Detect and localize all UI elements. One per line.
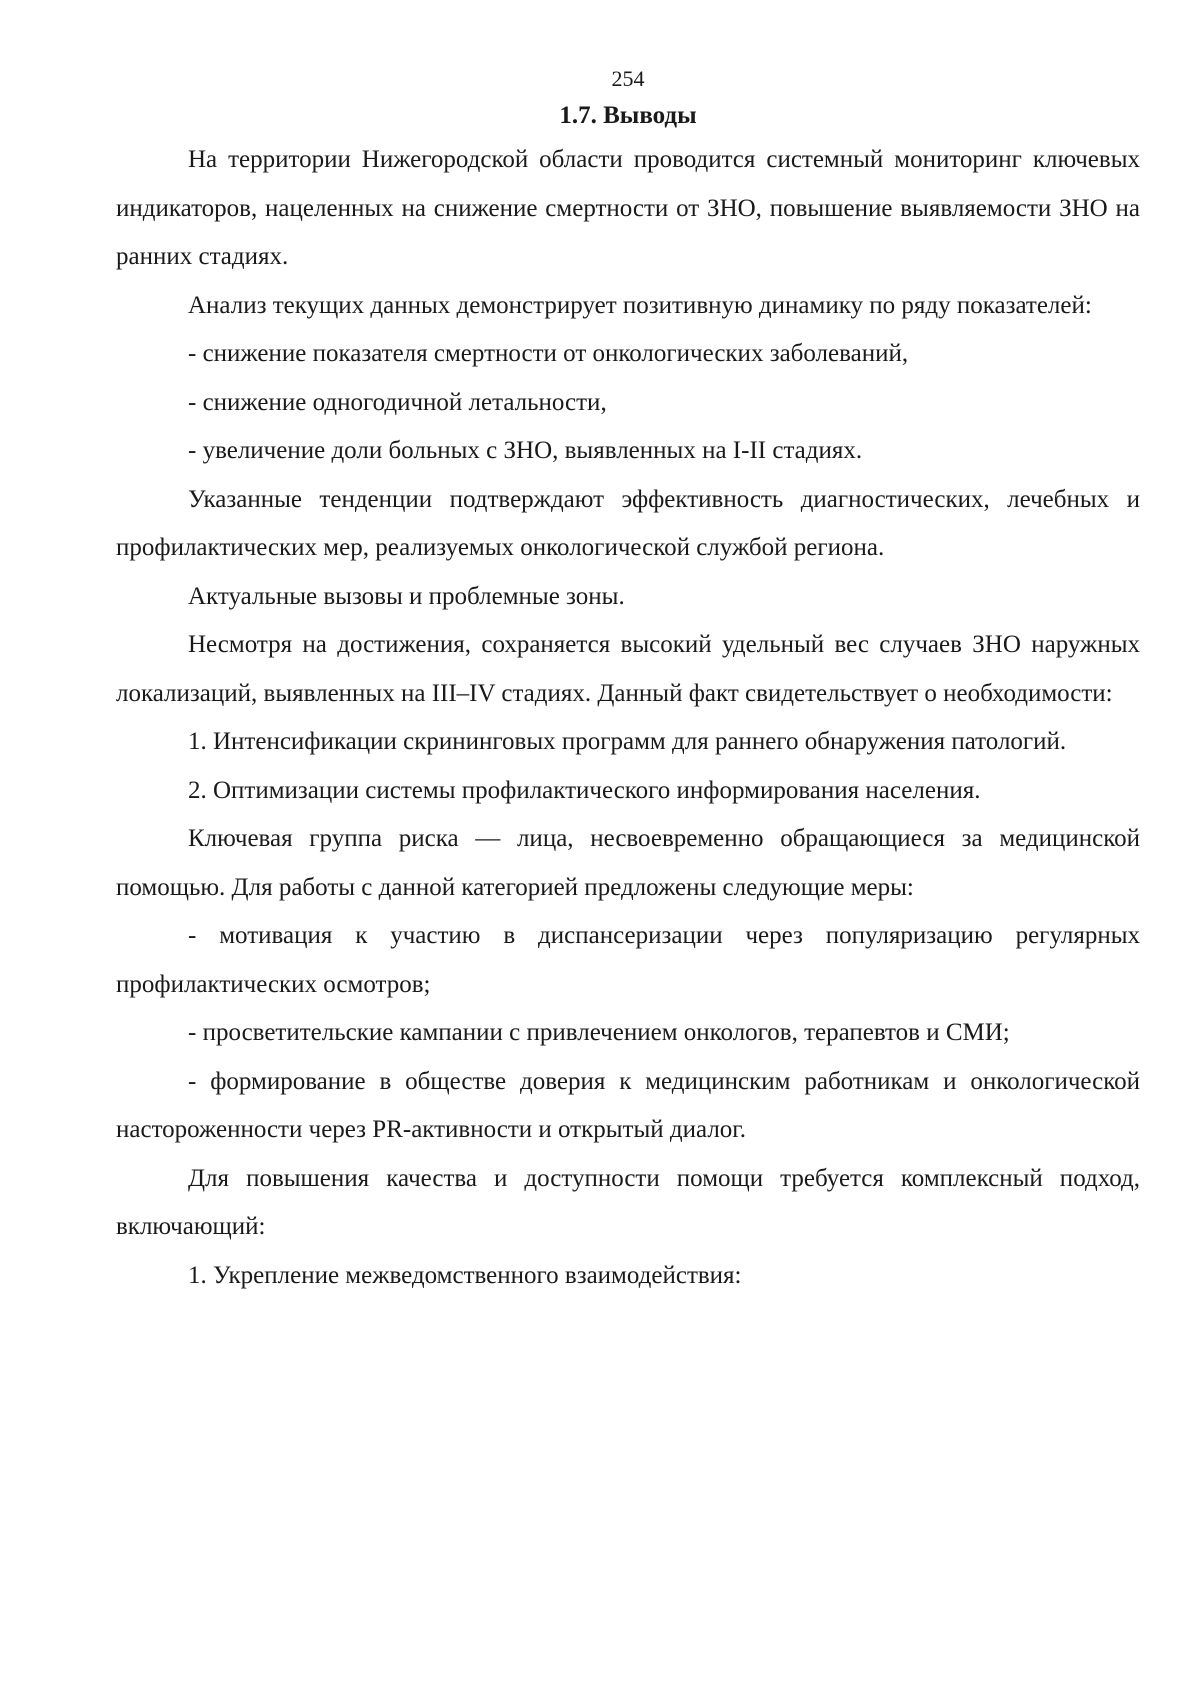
paragraph: Несмотря на достижения, сохраняется высокий удельный вес случаев ЗНО наружных локализаций, выявленных на III–IV стадиях. Данный факт свидетельствует о необходимости: bbox=[116, 631, 1140, 707]
list-item: - снижение показателя смертности от онкологических заболеваний, bbox=[188, 340, 909, 367]
list-item: - просветительские кампании с привлечением онкологов, терапевтов и СМИ; bbox=[188, 1019, 1010, 1046]
document-page bbox=[116, 64, 1140, 1300]
page-number: 254 bbox=[611, 66, 645, 91]
list-item: - снижение одногодичной летальности, bbox=[188, 388, 607, 416]
list-item: - увеличение доли больных с ЗНО, выявленных на I-II стадиях. bbox=[188, 437, 863, 464]
paragraph: На территории Нижегородской области проводится системный мониторинг ключевых индикаторов, нацеленных на снижение смертности от ЗНО, повышение выявляемости ЗНО на ранних стадиях. bbox=[116, 146, 1140, 270]
list-item: - формирование в обществе доверия к медицинским работникам и онкологической настороженности через PR-активности и открытый диалог. bbox=[116, 1067, 1140, 1143]
list-item: - мотивация к участию в диспансеризации через популяризацию регулярных профилактических осмотров; bbox=[116, 922, 1140, 998]
list-item: 1. Интенсификации скрининговых программ для раннего обнаружения патологий. bbox=[188, 728, 1067, 755]
list-item: 1. Укрепление межведомственного взаимодействия: bbox=[188, 1261, 742, 1289]
paragraph: Указанные тенденции подтверждают эффективность диагностических, лечебных и профилактических мер, реализуемых онкологической службой региона. bbox=[116, 485, 1140, 561]
section-title: 1.7. Выводы bbox=[559, 102, 697, 129]
paragraph: Анализ текущих данных демонстрирует позитивную динамику по ряду показателей: bbox=[188, 291, 1092, 319]
paragraph: Актуальные вызовы и проблемные зоны. bbox=[188, 582, 625, 610]
list-item: 2. Оптимизации системы профилактического информирования населения. bbox=[188, 776, 981, 804]
paragraph: Ключевая группа риска — лица, несвоевременно обращающиеся за медицинской помощью. Для работы с данной категорией предложены следующие меры: bbox=[116, 825, 1140, 901]
paragraph: Для повышения качества и доступности помощи требуется комплексный подход, включающий: bbox=[116, 1164, 1140, 1240]
